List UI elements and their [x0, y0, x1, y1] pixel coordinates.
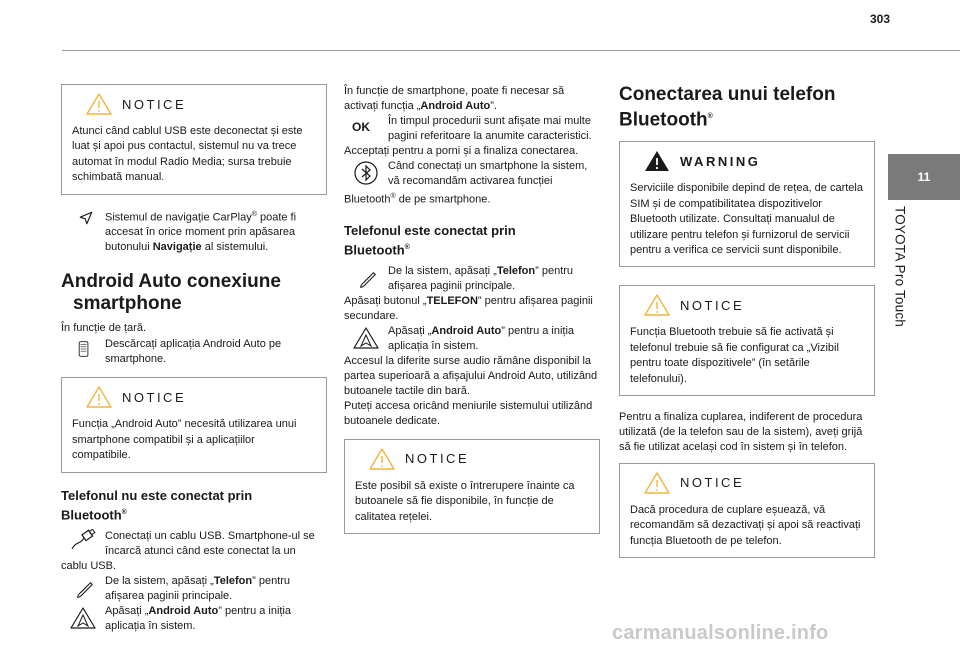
menus-text: Puteți accesa oricând meniurile sistemului utilizând butoanele dedicate. — [344, 399, 593, 427]
notice-text: Funcția Bluetooth trebuie să fie activată și telefonul trebuie să fie configurat ca „Vizibil pentru toate dispozitivele” (în setările telefonului). — [630, 326, 839, 385]
warning-triangle-icon — [644, 472, 670, 494]
header-rule — [62, 50, 960, 51]
column-3 — [619, 84, 875, 568]
audio-access-text: Accesul la diferite surse audio rămâne disponibil la partea superioară a afișajului Android Auto, utilizând butoanele tactile din bară. — [344, 354, 598, 397]
phone-step: De la sistem, apăsați „Telefon” pentru afișarea paginii principale. — [344, 264, 600, 294]
notice-title: NOTICE — [122, 389, 187, 405]
not-connected-heading: Telefonul nu este conectat prin Bluetooth® — [61, 487, 253, 522]
notice-box-bluetooth — [619, 285, 875, 396]
warning-title: WARNING — [680, 153, 761, 169]
smartphone-icon — [77, 337, 93, 361]
usb-cable-icon — [69, 529, 97, 551]
phone-step: De la sistem, apăsați „Telefon” pentru afișarea paginii principale. — [61, 574, 327, 604]
notice-box-pairing — [619, 463, 875, 558]
stylus-icon — [75, 580, 95, 600]
notice-box-android — [61, 377, 327, 472]
warning-triangle-icon — [644, 150, 670, 172]
notice-text: Dacă procedura de cuplare eșuează, vă recomandăm să dezactivați și apoi să reactivați funcția Bluetooth de pe telefon. — [630, 503, 861, 547]
chapter-title: TOYOTA Pro Touch — [892, 206, 908, 328]
column-2 — [344, 84, 600, 544]
android-auto-heading: Android Auto conexiune smartphone — [61, 271, 281, 315]
ok-step-tail: Acceptați pentru a porni și a finaliza conectarea. — [344, 145, 579, 157]
usb-step-tail: cablu USB. — [61, 559, 117, 572]
notice-title: NOTICE — [680, 297, 745, 313]
warning-triangle-icon — [369, 448, 395, 470]
chapter-tab[interactable] — [888, 154, 960, 200]
warning-triangle-icon — [86, 386, 112, 408]
intro-text: În funcție de smartphone, poate fi necesar să activați funcția „Android Auto”. — [344, 85, 565, 112]
watermark: carmanualsonline.info — [612, 622, 829, 644]
notice-box-network — [344, 439, 600, 534]
download-step: Descărcați aplicația Android Auto pe smartphone. — [61, 337, 327, 367]
connect-phone-heading: Conectarea unui telefon Bluetooth® — [619, 84, 836, 131]
notice-text: Este posibil să existe o întrerupere înainte ca butoanele să fie disponibile, în funcție de calitatea rețelei. — [355, 479, 575, 523]
notice-box — [61, 84, 327, 195]
connected-heading: Telefonul este conectat prin Bluetooth® — [344, 222, 516, 257]
warning-triangle-icon — [86, 93, 112, 115]
notice-title: NOTICE — [680, 475, 745, 491]
ok-step: OK În timpul procedurii sunt afișate mai multe pagini referitoare la anumite caracteristici. — [352, 115, 592, 142]
android-auto-icon — [352, 327, 380, 349]
usb-step: Conectați un cablu USB. Smartphone-ul se încarcă atunci când este conectat la un — [61, 529, 327, 559]
notice-title: NOTICE — [405, 451, 470, 467]
bluetooth-step-tail: Bluetooth® de pe smartphone. — [344, 193, 491, 206]
chapter-number: 11 — [917, 170, 931, 184]
notice-title: NOTICE — [122, 96, 187, 112]
warning-text: Serviciile disponibile depind de rețea, de cartela SIM și de compatibilitatea dispozitivelor Bluetooth utilizate. Consultați manualul de utilizare pentru telefon și furnizorul de servicii pentru a verifica ce servicii sunt disponibile. — [630, 182, 863, 256]
page-number: 303 — [869, 12, 891, 26]
ok-icon: OK — [352, 120, 370, 134]
notice-text: Atunci când cablul USB este deconectat și este luat și apoi pus contactul, sistemul nu va trece automat în modul Radio Media; sursa trebuie schimbată manual. — [72, 125, 303, 184]
android-step: Apăsați „Android Auto” pentru a iniția aplicația în sistem. — [344, 324, 600, 354]
notice-text: Funcția „Android Auto” necesită utilizarea unui smartphone compatibil și a aplicațiilor compatibile. — [72, 418, 297, 462]
bluetooth-icon — [354, 161, 378, 185]
carplay-note: Sistemul de navigație CarPlay® poate fi accesat în orice moment prin apăsarea butonului Navigație al sistemului. — [61, 207, 327, 256]
warning-box — [619, 141, 875, 267]
android-auto-icon — [69, 607, 97, 629]
by-country-text: În funcție de țară. — [61, 322, 146, 335]
telefon-button-text: Apăsați butonul „TELEFON” pentru afișarea paginii secundare. — [344, 294, 593, 322]
warning-triangle-icon — [644, 294, 670, 316]
pairing-text: Pentru a finaliza cuplarea, indiferent de procedura utilizată (de la telefon sau de la sistem), aveți grijă să fie utilizat același cod în sistem și în telefon. — [619, 410, 863, 453]
bluetooth-step: Când conectați un smartphone la sistem, vă recomandăm activarea funcției — [344, 159, 600, 189]
stylus-icon — [358, 270, 378, 290]
navigation-arrow-icon — [77, 209, 95, 227]
column-1 — [61, 84, 327, 634]
android-step: Apăsați „Android Auto” pentru a iniția aplicația în sistem. — [61, 604, 327, 634]
